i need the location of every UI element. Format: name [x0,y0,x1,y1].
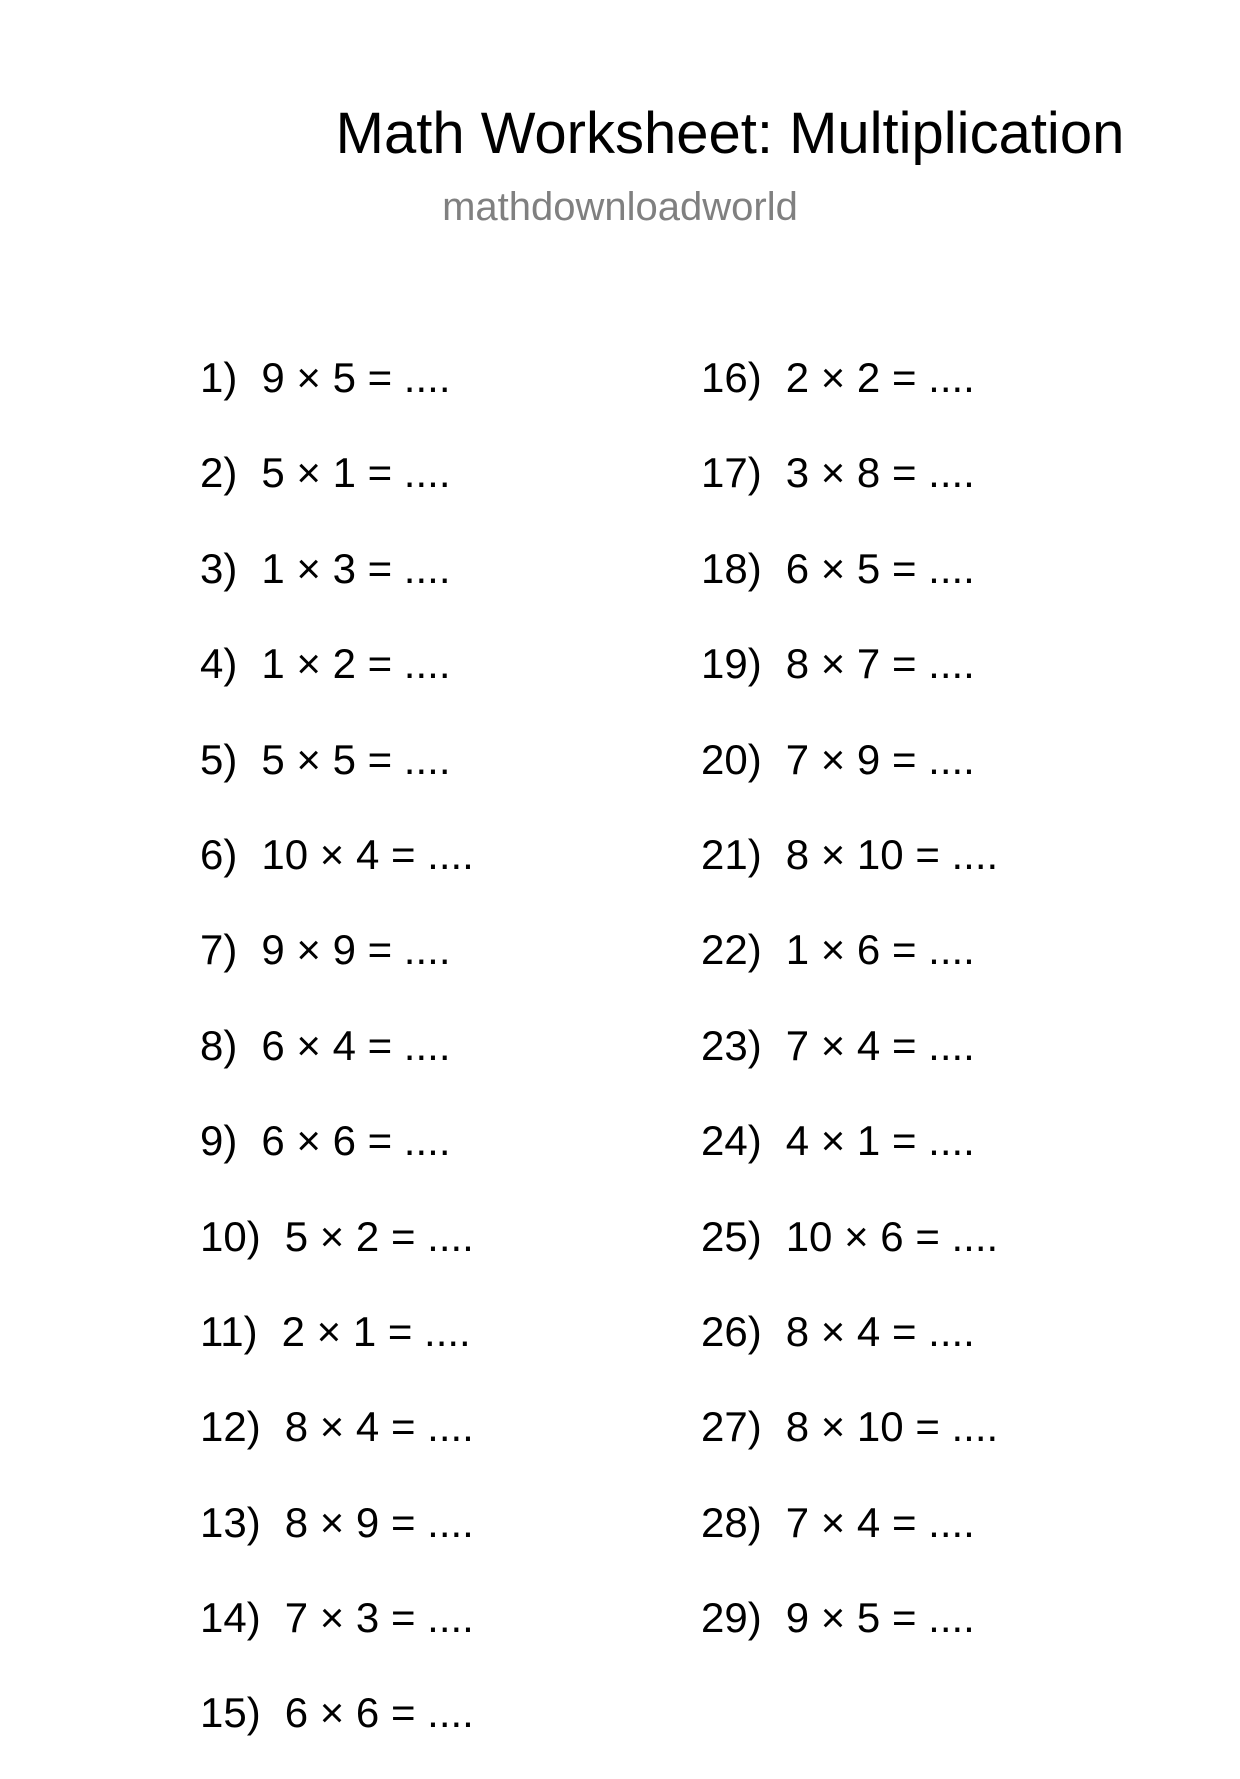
problem-item [200,1111,474,1206]
problem-item [701,1588,998,1683]
problem-item [200,1588,474,1683]
problem-number: 8) [200,1021,238,1069]
problem-number: 2) [200,449,238,497]
problem-item [701,634,998,729]
problem-number: 12) [200,1403,261,1451]
problem-expression: 8 × 10 = .... [785,1403,999,1451]
problem-number: 21) [701,830,762,878]
problem-expression: 10 × 4 = .... [261,830,474,878]
problem-number: 29) [701,1594,762,1642]
problem-item [200,1683,474,1778]
problem-number: 7) [200,926,238,974]
problem-expression: 6 × 4 = .... [261,1021,451,1069]
problem-number: 28) [701,1498,762,1546]
problem-number: 13) [200,1498,261,1546]
problem-item [200,1016,474,1111]
problem-expression: 9 × 5 = .... [785,1594,975,1642]
problem-item [701,539,998,634]
problem-item [200,348,474,443]
problem-item [200,1397,474,1492]
problem-expression: 6 × 5 = .... [785,544,975,592]
problem-item [701,1111,998,1206]
problem-number: 4) [200,640,238,688]
problem-number: 20) [701,735,762,783]
problem-expression: 9 × 5 = .... [261,354,451,401]
page-title: Math Worksheet: Multiplication [335,101,1125,166]
problem-number: 15) [200,1689,261,1737]
problem-item [200,1493,474,1588]
page-subtitle: mathdownloadworld [442,185,798,229]
problem-expression: 7 × 4 = .... [785,1021,975,1069]
problem-item [701,443,998,538]
problem-number: 24) [701,1117,762,1165]
problem-expression: 8 × 4 = .... [284,1403,474,1451]
problem-number: 26) [701,1307,762,1355]
problem-item [701,1016,998,1111]
problem-expression: 1 × 2 = .... [261,640,451,688]
problem-expression: 7 × 4 = .... [785,1498,975,1546]
problem-expression: 5 × 2 = .... [284,1212,474,1260]
problem-number: 19) [701,640,762,688]
problem-expression: 2 × 1 = .... [281,1307,471,1355]
problem-item [200,1207,474,1302]
problem-number: 6) [200,830,238,878]
problem-number: 10) [200,1212,261,1260]
problem-expression: 2 × 2 = .... [785,354,975,401]
problem-expression: 10 × 6 = .... [785,1212,999,1260]
problem-number: 14) [200,1594,261,1642]
problem-expression: 8 × 10 = .... [785,830,999,878]
problem-expression: 3 × 8 = .... [785,449,975,497]
problem-item [200,730,474,825]
problem-item [701,825,998,920]
problem-number: 16) [701,354,762,401]
problem-expression: 8 × 4 = .... [785,1307,975,1355]
problem-expression: 8 × 9 = .... [284,1498,474,1546]
problem-number: 3) [200,544,238,592]
problem-number: 11) [200,1307,258,1355]
problem-item [200,539,474,634]
problem-expression: 7 × 9 = .... [785,735,975,783]
problem-expression: 4 × 1 = .... [785,1117,975,1165]
problem-item [701,1207,998,1302]
problem-expression: 5 × 1 = .... [261,449,451,497]
problem-expression: 8 × 7 = .... [785,640,975,688]
problem-item [200,825,474,920]
problem-number: 25) [701,1212,762,1260]
problem-number: 27) [701,1403,762,1451]
problem-item [701,348,998,443]
problem-number: 9) [200,1117,238,1165]
problem-number: 22) [701,926,762,974]
problem-item [200,1302,474,1397]
problem-item [701,1397,998,1492]
problem-item [701,920,998,1015]
problem-expression: 6 × 6 = .... [261,1117,451,1165]
problem-number: 23) [701,1021,762,1069]
problem-expression: 6 × 6 = .... [284,1689,474,1737]
problem-expression: 9 × 9 = .... [261,926,451,974]
problem-item [200,920,474,1015]
problem-column-right [701,348,998,1683]
problem-number: 5) [200,735,238,783]
problem-item [200,443,474,538]
problem-expression: 5 × 5 = .... [261,735,451,783]
problem-number: 17) [701,449,762,497]
problem-expression: 1 × 3 = .... [261,544,451,592]
problem-item [200,634,474,729]
problem-column-left [200,348,474,1779]
problem-number: 1) [200,354,238,401]
problem-item [701,730,998,825]
problem-expression: 1 × 6 = .... [785,926,975,974]
problem-expression: 7 × 3 = .... [284,1594,474,1642]
problem-item [701,1302,998,1397]
problem-number: 18) [701,544,762,592]
problem-item [701,1493,998,1588]
